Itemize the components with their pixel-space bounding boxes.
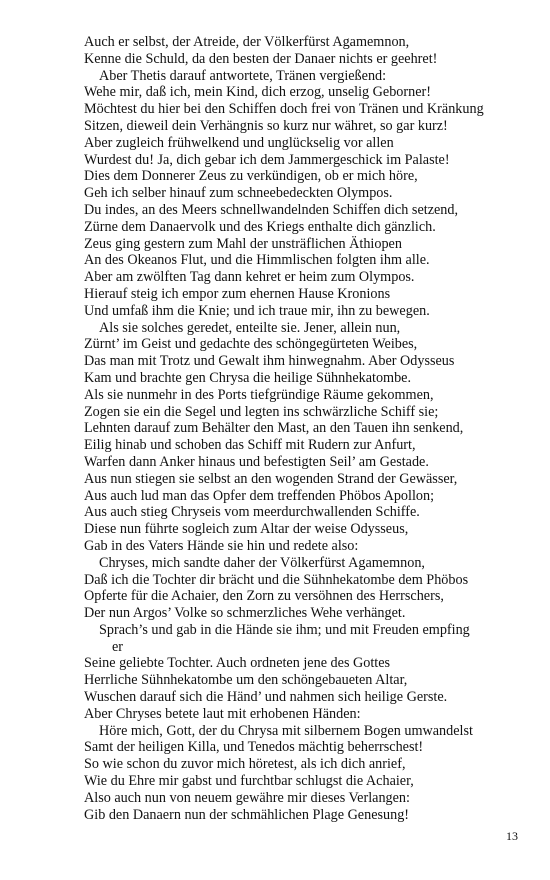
verse-line: Gib den Danaern nun der schmählichen Plage Genesung! — [84, 806, 410, 823]
verse-text-block — [84, 34, 524, 823]
verse-line: Aber zugleich frühwelkend und unglückselig vor allen — [84, 134, 394, 151]
verse-line: Als sie nunmehr in des Ports tiefgründige Räume gekommen, — [84, 386, 434, 403]
verse-line: Wuschen darauf sich die Händ’ und nahmen sich heilige Gerste. — [84, 689, 448, 706]
verse-line: Opferte für die Achaier, den Zorn zu versöhnen des Herrschers, — [84, 588, 444, 605]
verse-line: Herrliche Sühnhekatombe um den schöngebaueten Altar, — [84, 672, 408, 689]
verse-line: Hierauf steig ich empor zum ehernen Hause Kronions — [84, 285, 391, 302]
verse-line: Zürne dem Danaervolk und des Kriegs enthalte dich gänzlich. — [84, 218, 436, 235]
verse-line: Aus auch stieg Chryseis vom meerdurchwallenden Schiffe. — [84, 504, 420, 521]
verse-line: Als sie solches geredet, enteilte sie. Jener, allein nun, — [99, 319, 401, 336]
verse-line: Du indes, an des Meers schnellwandelnden Schiffen dich setzend, — [84, 201, 459, 218]
verse-line: Das man mit Trotz und Gewalt ihm hinwegnahm. Aber Odysseus — [84, 353, 455, 370]
verse-line: An des Okeanos Flut, und die Himmlischen folgten ihm alle. — [84, 252, 430, 269]
verse-line: Lehnten darauf zum Behälter den Mast, an den Tauen ihn senkend, — [84, 420, 464, 437]
verse-line: Eilig hinab und schoben das Schiff mit Rudern zur Anfurt, — [84, 437, 416, 454]
verse-line: Daß ich die Tochter dir brächt und die Sühnhekatombe dem Phöbos — [84, 571, 469, 588]
verse-line: Höre mich, Gott, der du Chrysa mit silbernem Bogen umwandelst — [99, 722, 473, 739]
verse-line: Sprach’s und gab in die Hände sie ihm; und mit Freuden empfing — [99, 621, 470, 638]
verse-line: Aber Thetis darauf antwortete, Tränen vergießend: — [99, 67, 387, 84]
verse-line: Zeus ging gestern zum Mahl der unsträflichen Äthiopen — [84, 235, 402, 252]
verse-line: Aber Chryses betete laut mit erhobenen Händen: — [84, 705, 361, 722]
verse-line: Kenne die Schuld, da den besten der Danaer nichts er geehret! — [84, 50, 438, 67]
verse-line: Diese nun führte sogleich zum Altar der weise Odysseus, — [84, 521, 409, 538]
verse-line: Wie du Ehre mir gabst und furchtbar schlugst die Achaier, — [84, 773, 414, 790]
verse-line: Auch er selbst, der Atreide, der Völkerfürst Agamemnon, — [84, 34, 410, 50]
verse-line: Chryses, mich sandte daher der Völkerfürst Agamemnon, — [99, 554, 425, 571]
verse-line: Aus nun stiegen sie selbst an den wogenden Strand der Gewässer, — [84, 470, 458, 487]
verse-line: Möchtest du hier bei den Schiffen doch frei von Tränen und Kränkung — [84, 101, 484, 118]
verse-line: Kam und brachte gen Chrysa die heilige Sühnhekatombe. — [84, 369, 412, 386]
verse-line: Und umfaß ihm die Knie; und ich traue mir, ihn zu bewegen. — [84, 302, 430, 319]
verse-line: Aus auch lud man das Opfer dem treffenden Phöbos Apollon; — [84, 487, 435, 504]
verse-line: Seine geliebte Tochter. Auch ordneten jene des Gottes — [84, 655, 391, 672]
verse-line: Zogen sie ein die Segel und legten ins schwärzliche Schiff sie; — [84, 403, 439, 420]
verse-line: Geh ich selber hinauf zum schneebedeckten Olympos. — [84, 185, 393, 202]
verse-line: Gab in des Vaters Hände sie hin und redete also: — [84, 537, 359, 554]
verse-line: Aber am zwölften Tag dann kehret er heim zum Olympos. — [84, 269, 415, 286]
verse-line: So wie schon du zuvor mich höretest, als ich dich anrief, — [84, 756, 406, 773]
verse-line: Dies dem Donnerer Zeus zu verkündigen, ob er mich höre, — [84, 168, 418, 185]
verse-line: Sitzen, dieweil dein Verhängnis so kurz nur währet, so gar kurz! — [84, 117, 448, 134]
verse-line: Warfen dann Anker hinaus und befestigten Seil’ am Gestade. — [84, 453, 429, 470]
verse-line: Samt der heiligen Killa, und Tenedos mächtig beherrschest! — [84, 739, 424, 756]
page-number: 13 — [506, 829, 518, 843]
verse-line: Zürnt’ im Geist und gedachte des schöngegürteten Weibes, — [84, 336, 418, 353]
verse-line: Der nun Argos’ Volke so schmerzliches Wehe verhänget. — [84, 605, 406, 622]
verse-line: er — [112, 638, 124, 655]
verse-line: Wurdest du! Ja, dich gebar ich dem Jammergeschick im Palaste! — [84, 151, 450, 168]
verse-line: Also auch nun von neuem gewähre mir dieses Verlangen: — [84, 789, 410, 806]
verse-line: Wehe mir, daß ich, mein Kind, dich erzog, unselig Geborner! — [84, 84, 431, 101]
